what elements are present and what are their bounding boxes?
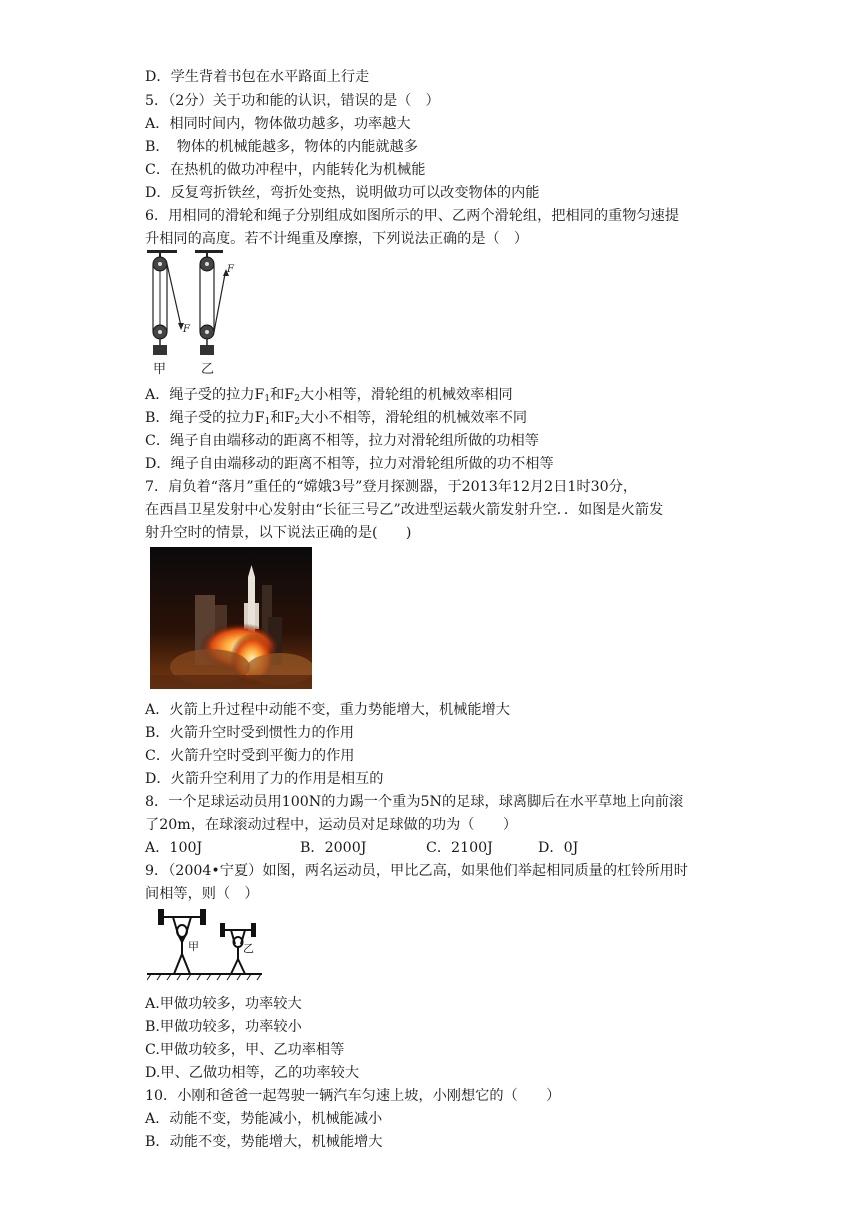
- q5-stem: 5．（2分）关于功和能的认识，错误的是（ ）: [145, 93, 440, 109]
- q7-stem-line1: 7．肩负着“落月”重任的“嫦娥3号”登月探测器，于2013年12月2日1时30分，: [145, 479, 638, 495]
- pulley-label-f-yi: F: [227, 264, 234, 275]
- pulley-label-jia: 甲: [153, 362, 167, 377]
- q8-option-d: D．0J: [538, 840, 579, 856]
- pulley-label-f-jia: F: [183, 324, 190, 335]
- q8-stem-line2: 了20m，在球滚动过程中，运动员对足球做的功为（ ）: [145, 817, 518, 833]
- q6-stem-line1: 6．用相同的滑轮和绳子分别组成如图所示的甲、乙两个滑轮组，把相同的重物匀速提: [145, 208, 679, 224]
- weightlifters-figure: [147, 906, 262, 981]
- lifter-label-jia-inline: 甲: [188, 940, 199, 953]
- q7-option-d: D．火箭升空利用了力的作用是相互的: [145, 771, 384, 787]
- q6-option-c: C．绳子自由端移动的距离不相等，拉力对滑轮组所做的功相等: [145, 433, 539, 449]
- q10-option-b: B．动能不变，势能增大，机械能增大: [145, 1134, 383, 1150]
- q9-option-a: A.甲做功较多，功率较大: [145, 996, 302, 1012]
- q8-option-b: B．2000J: [300, 840, 367, 856]
- q5-option-d: D．反复弯折铁丝，弯折处变热，说明做功可以改变物体的内能: [145, 185, 540, 201]
- q6-option-b: B．绳子受的拉力$F_1$和$F_2$大小不相等，滑轮组的机械效率不同: [145, 410, 528, 427]
- q9-option-b: B.甲做功较多，功率较小: [145, 1019, 302, 1035]
- pulley-label-yi: 乙: [201, 362, 215, 377]
- q9-stem-line1: 9．（2004•宁夏）如图，两名运动员，甲比乙高，如果他们举起相同质量的杠铃所用时: [145, 863, 688, 879]
- q4-option-d: D．学生背着书包在水平路面上行走: [145, 69, 370, 85]
- q7-option-a: A．火箭上升过程中动能不变，重力势能增大，机械能增大: [145, 702, 510, 718]
- q8-options: [145, 838, 578, 858]
- q7-stem-line3: 射升空时的情景，以下说法正确的是( ): [145, 525, 412, 541]
- q9-stem-line2: 间相等，则（ ）: [145, 886, 259, 902]
- lifter-label-yi-inline: 乙: [243, 942, 254, 955]
- q8-option-a: A．100J: [145, 840, 203, 856]
- q5-option-c: C．在热机的做功冲程中，内能转化为机械能: [145, 162, 426, 178]
- q5-option-a: A．相同时间内，物体做功越多，功率越大: [145, 116, 411, 132]
- q5-option-b: B． 物体的机械能越多，物体的内能就越多: [145, 139, 418, 155]
- q10-option-a: A．动能不变，势能减小，机械能减小: [145, 1111, 383, 1127]
- q7-stem-line2: 在西昌卫星发射中心发射由“长征三号乙”改进型运载火箭发射升空．．如图是火箭发: [145, 502, 664, 518]
- q7-option-b: B．火箭升空时受到惯性力的作用: [145, 725, 355, 741]
- q6-option-a: A．绳子受的拉力$F_1$和$F_2$大小相等，滑轮组的机械效率相同: [145, 387, 513, 404]
- q6-stem-line2: 升相同的高度。若不计绳重及摩擦，下列说法正确的是（ ）: [145, 231, 529, 247]
- q9-option-c: C.甲做功较多，甲、乙功率相等: [145, 1042, 345, 1058]
- q8-option-c: C．2100J: [426, 840, 493, 856]
- q6-option-d: D．绳子自由端移动的距离不相等，拉力对滑轮组所做的功不相等: [145, 456, 554, 472]
- pulley-system-figure: [145, 250, 240, 362]
- rocket-launch-photo: [150, 547, 312, 689]
- q9-option-d: D.甲、乙做功相等，乙的功率较大: [145, 1065, 360, 1081]
- q10-stem: 10．小刚和爸爸一起驾驶一辆汽车匀速上坡，小刚想它的（ ）: [145, 1088, 561, 1104]
- q8-stem-line1: 8．一个足球运动员用100N的力踢一个重为5N的足球，球离脚后在水平草地上向前滚: [145, 794, 684, 810]
- q7-option-c: C．火箭升空时受到平衡力的作用: [145, 748, 355, 764]
